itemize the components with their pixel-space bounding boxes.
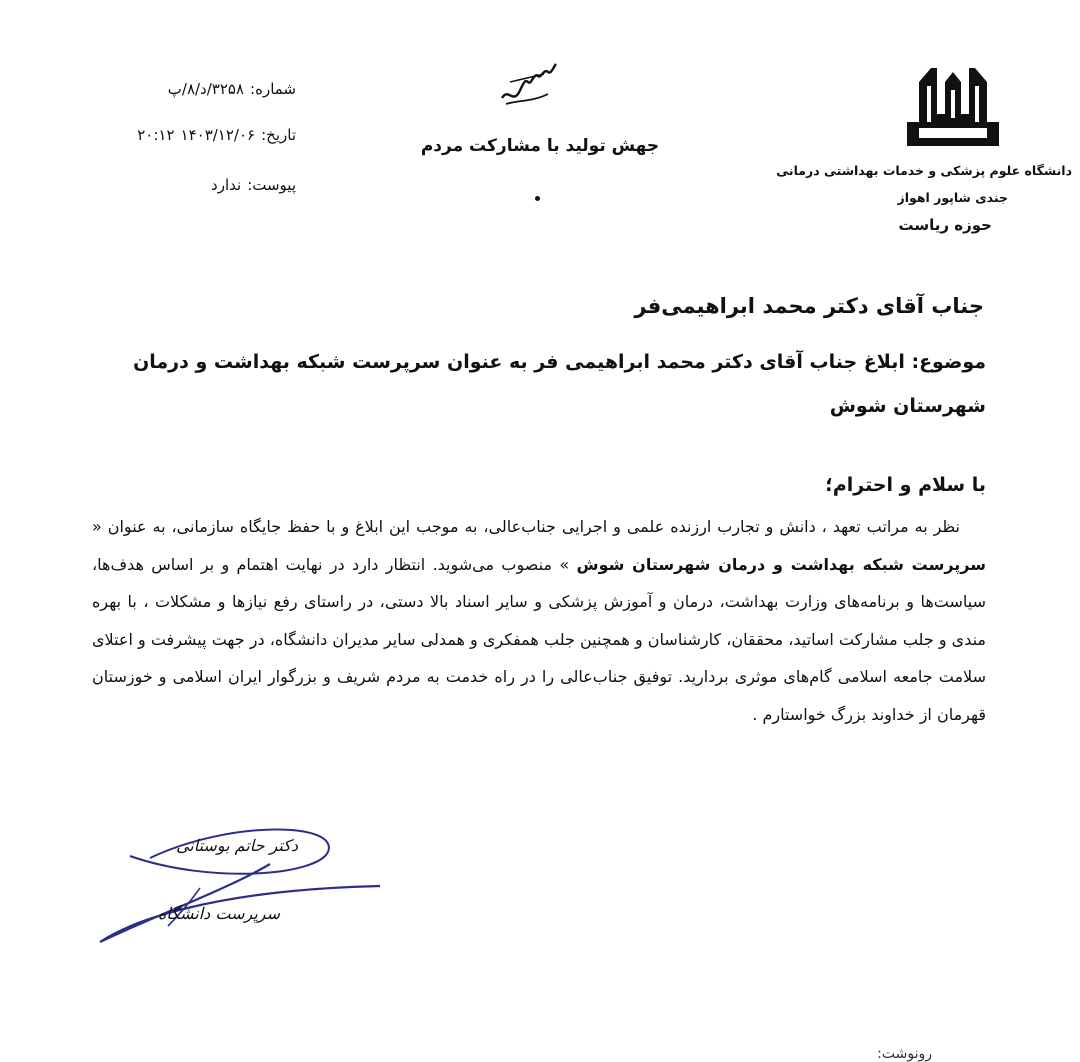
- letter-number-value: ۳۲۵۸/د/۸/پ: [167, 80, 245, 98]
- letter-number-label: شماره:: [250, 80, 296, 98]
- letter-date-value: ۱۴۰۳/۱۲/۰۶: [180, 126, 256, 144]
- letter-body: [92, 508, 986, 733]
- body-paragraph-start: نظر به مراتب تعهد ، دانش و تجارب ارزنده علمی و اجرایی جناب‌عالی، به موجب این ابلاغ و با حفظ جایگاه سازمانی، به عنوان «: [92, 517, 960, 536]
- letter-time-value: ۲۰:۱۲: [137, 126, 175, 144]
- body-appointment-title: سرپرست شبکه بهداشت و درمان شهرستان شوش: [576, 554, 986, 574]
- greeting: با سلام و احترام؛: [825, 474, 986, 496]
- letter-date: [115, 126, 296, 144]
- attachment-value: ندارد: [211, 176, 242, 194]
- university-logo: [905, 64, 1001, 146]
- signatory-name: دکتر حاتم بوستانی: [175, 836, 298, 855]
- separator-dot: [535, 196, 540, 201]
- addressee: جناب آقای دکتر محمد ابراهیمی‌فر: [634, 294, 984, 318]
- signatory-title: سرپرست دانشگاه: [157, 904, 280, 923]
- university-city: جندی شاپور اهواز: [897, 190, 1008, 205]
- basmala-calligraphy: [498, 58, 558, 108]
- subject-label: موضوع:: [911, 351, 986, 373]
- subject-text: ابلاغ جناب آقای دکتر محمد ابراهیمی فر به عنوان سرپرست شبکه بهداشت و درمان شهرستان شوش: [133, 351, 986, 417]
- slogan: جهش تولید با مشارکت مردم: [420, 136, 660, 156]
- attachment-label: پیوست:: [247, 176, 296, 194]
- letter-date-label: تاریخ:: [261, 126, 296, 144]
- letter-number: [162, 80, 296, 98]
- cc-label: رونوشت:: [877, 1046, 932, 1062]
- letter-attachment: [205, 176, 296, 194]
- body-paragraph-end: » منصوب می‌شوید. انتظار دارد در نهایت اهتمام و بر اساس هدف‌ها، سیاست‌ها و برنامه‌های وزارت بهداشت، درمان و آموزش پزشکی و سایر اسناد بالا دستی، در راستای رفع نیازها و مشکلات ، با بهره مندی و جلب مشارکت اساتید، محققان، کارشناسان و همچنین جلب همفکری و همدلی سایر مدیران دانشگاه، در جهت پیشرفت و اعتلای سلامت جامعه اسلامی گام‌های موثری بردارید. توفیق جناب‌عالی را در راه خدمت به مردم شریف و بزرگوار ایران اسلامی و خوزستان قهرمان از خداوند بزرگ خواستارم .: [92, 554, 986, 724]
- department-name: حوزه ریاست: [898, 216, 992, 234]
- subject: [86, 340, 986, 428]
- university-name: دانشگاه علوم پزشکی و خدمات بهداشتی درمانی: [776, 163, 1072, 178]
